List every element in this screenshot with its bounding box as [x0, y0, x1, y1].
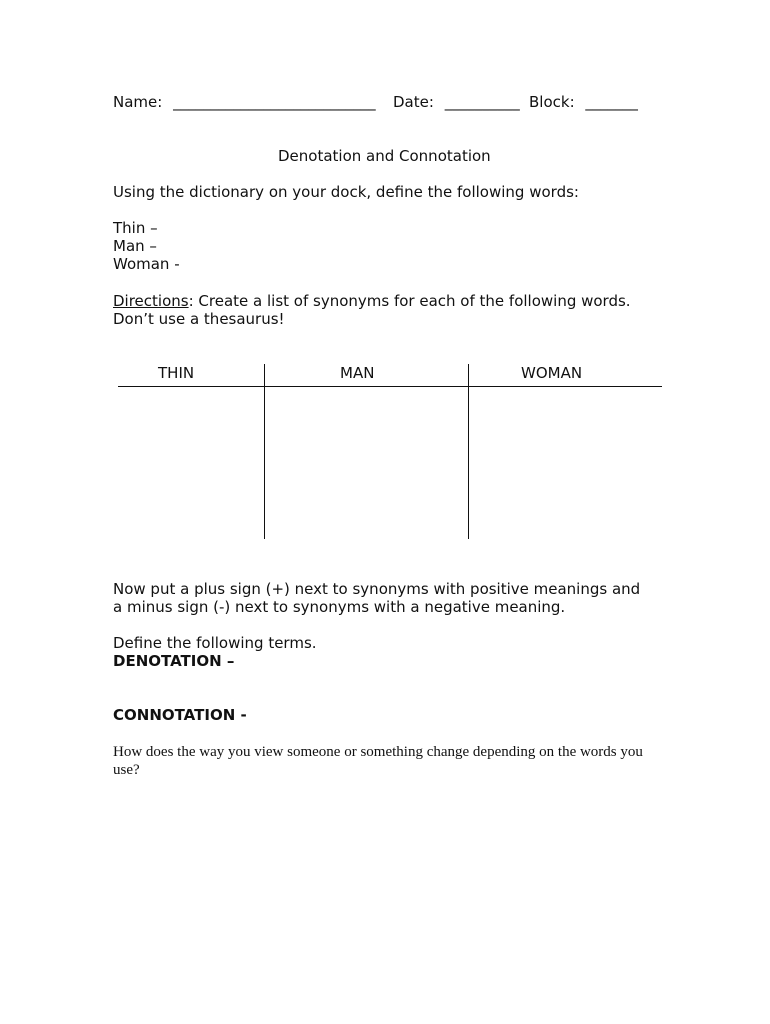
block-line: [529, 93, 638, 111]
date-line: [393, 93, 520, 111]
reflection-question-line1: How does the way you view someone or something change depending on the words you: [113, 744, 643, 760]
name-label: Name:: [113, 93, 163, 111]
word-thin: Thin –: [113, 219, 158, 237]
column-header-thin: THIN: [158, 364, 195, 382]
date-blank[interactable]: __________: [444, 93, 520, 111]
name-blank[interactable]: ___________________________: [173, 93, 376, 111]
word-man: Man –: [113, 237, 157, 255]
connotation-term: CONNOTATION -: [113, 706, 247, 724]
directions-label: Directions: [113, 292, 189, 310]
word-woman: Woman -: [113, 255, 180, 273]
reflection-question-line2: use?: [113, 762, 140, 778]
name-line: [113, 93, 376, 111]
denotation-term: DENOTATION –: [113, 652, 235, 670]
directions-text: : Create a list of synonyms for each of the following words.: [188, 292, 631, 310]
block-blank[interactable]: _______: [585, 93, 638, 111]
block-label: Block:: [529, 93, 575, 111]
date-label: Date:: [393, 93, 434, 111]
plus-minus-instruction-line2: a minus sign (-) next to synonyms with a negative meaning.: [113, 598, 566, 616]
thin-synonyms-cell[interactable]: [118, 388, 264, 538]
define-instruction: Using the dictionary on your dock, define the following words:: [113, 183, 579, 201]
page-title: Denotation and Connotation: [278, 147, 491, 165]
plus-minus-instruction-line1: Now put a plus sign (+) next to synonyms with positive meanings and: [113, 580, 641, 598]
column-header-woman: WOMAN: [521, 364, 583, 382]
man-synonyms-cell[interactable]: [265, 388, 468, 538]
column-header-man: MAN: [340, 364, 375, 382]
directions: [113, 292, 631, 310]
define-terms-instruction: Define the following terms.: [113, 634, 317, 652]
table-header-rule: [118, 386, 662, 387]
woman-synonyms-cell[interactable]: [469, 388, 662, 538]
directions-line2: Don’t use a thesaurus!: [113, 310, 285, 328]
